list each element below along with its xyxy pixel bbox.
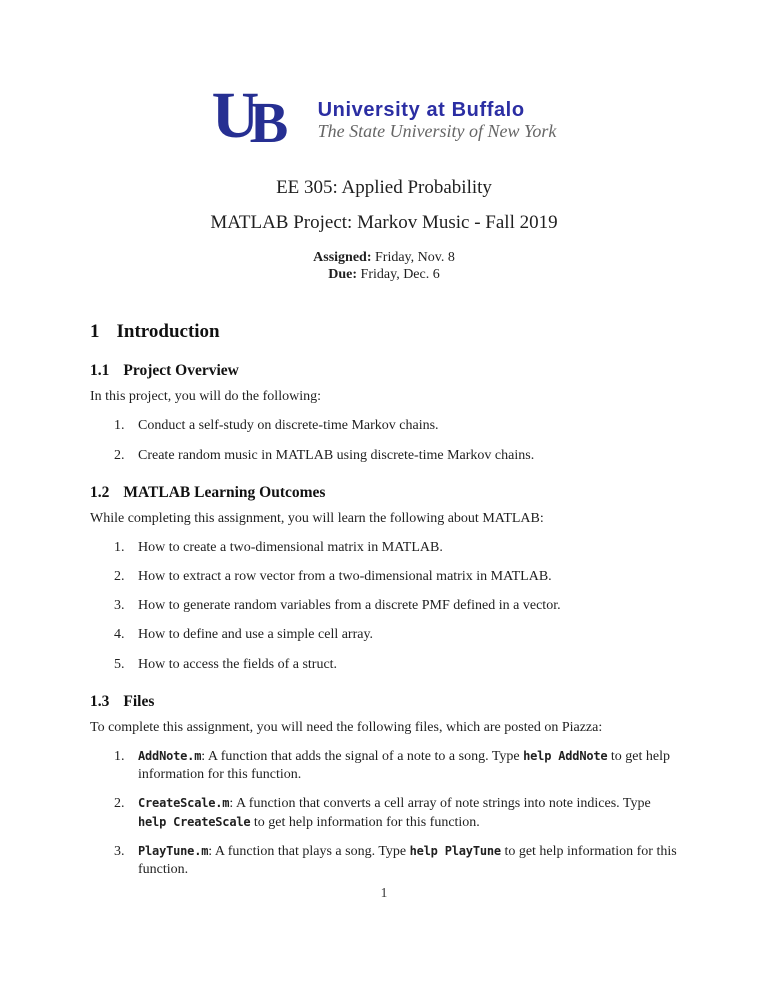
list-item-text: How to access the fields of a struct. bbox=[138, 656, 338, 672]
list-marker: 3. bbox=[114, 843, 125, 859]
list-marker: 2. bbox=[114, 569, 125, 585]
logo-tagline: The State University of New York bbox=[317, 121, 557, 141]
list-item-text: How to define and use a simple cell array. bbox=[138, 627, 374, 643]
monogram-letter-b: B bbox=[249, 90, 289, 155]
due-value: Friday, Dec. 6 bbox=[357, 267, 440, 283]
logo-text bbox=[318, 88, 557, 141]
assigned-label: Assigned: bbox=[313, 250, 372, 265]
section-title: Introduction bbox=[116, 321, 220, 343]
list-item-text: AddNote.m: A function that adds the signal of a note to a song. Type help AddNote to get help information for this function. bbox=[138, 749, 671, 783]
list-item-text: How to create a two-dimensional matrix in MATLAB. bbox=[138, 539, 443, 555]
list-item bbox=[90, 539, 680, 557]
subsection-files-heading bbox=[90, 693, 680, 711]
list-marker: 1. bbox=[114, 418, 125, 434]
subsection-title: MATLAB Learning Outcomes bbox=[123, 483, 326, 501]
logo-wordmark: University at Buffalo bbox=[317, 99, 525, 121]
subsection-project-overview-heading bbox=[90, 362, 680, 380]
list-item bbox=[90, 748, 680, 784]
list-marker: 3. bbox=[114, 598, 125, 614]
list-item bbox=[90, 568, 680, 586]
list-item bbox=[90, 626, 680, 644]
list-item-text: How to generate random variables from a discrete PMF defined in a vector. bbox=[138, 598, 561, 614]
subsection-number: 1.1 bbox=[90, 362, 110, 380]
list-item bbox=[90, 843, 680, 879]
list-item bbox=[90, 656, 680, 674]
subsection-number: 1.2 bbox=[90, 483, 110, 501]
section-introduction-heading bbox=[90, 321, 680, 343]
ub-monogram-icon bbox=[211, 79, 308, 155]
list-marker: 1. bbox=[114, 749, 125, 765]
list-marker: 2. bbox=[114, 447, 125, 463]
section-number: 1 bbox=[90, 321, 100, 343]
due-line bbox=[0, 266, 768, 283]
list-item bbox=[90, 447, 680, 465]
list-item bbox=[90, 417, 680, 435]
assigned-value: Friday, Nov. 8 bbox=[371, 250, 455, 265]
overview-intro-paragraph: In this project, you will do the following: bbox=[90, 389, 321, 405]
monogram-letter-u: U bbox=[211, 79, 260, 152]
ub-logo bbox=[0, 0, 768, 155]
overview-list bbox=[90, 417, 680, 464]
list-item-text: How to extract a row vector from a two-dimensional matrix in MATLAB. bbox=[138, 569, 552, 585]
files-list bbox=[90, 748, 680, 879]
list-item bbox=[90, 795, 680, 831]
list-marker: 1. bbox=[114, 539, 125, 555]
list-item bbox=[90, 597, 680, 615]
outcomes-list bbox=[90, 539, 680, 674]
list-marker: 2. bbox=[114, 796, 125, 812]
document-body bbox=[0, 321, 768, 879]
page-number: 1 bbox=[380, 885, 388, 900]
list-item-text: PlayTune.m: A function that plays a song. Type help PlayTune to get help information for this function. bbox=[138, 843, 677, 877]
list-marker: 5. bbox=[114, 656, 125, 672]
due-label: Due: bbox=[328, 267, 358, 283]
list-item-text: Conduct a self-study on discrete-time Markov chains. bbox=[138, 418, 439, 434]
assigned-line bbox=[0, 249, 768, 266]
course-title: EE 305: Applied Probability bbox=[276, 177, 492, 198]
subsection-title: Project Overview bbox=[123, 362, 239, 380]
list-marker: 4. bbox=[114, 627, 125, 643]
subsection-title: Files bbox=[123, 692, 155, 710]
outcomes-intro-paragraph: While completing this assignment, you will learn the following about MATLAB: bbox=[90, 510, 544, 526]
project-title: MATLAB Project: Markov Music - Fall 2019 bbox=[210, 212, 558, 233]
subsection-number: 1.3 bbox=[90, 692, 110, 710]
list-item-text: CreateScale.m: A function that converts a cell array of note strings into note indices. Type help CreateScale to get help information for this function. bbox=[138, 796, 651, 830]
subsection-learning-outcomes-heading bbox=[90, 484, 680, 502]
list-item-text: Create random music in MATLAB using discrete-time Markov chains. bbox=[138, 447, 535, 463]
files-intro-paragraph: To complete this assignment, you will need the following files, which are posted on Piazza: bbox=[90, 719, 603, 735]
